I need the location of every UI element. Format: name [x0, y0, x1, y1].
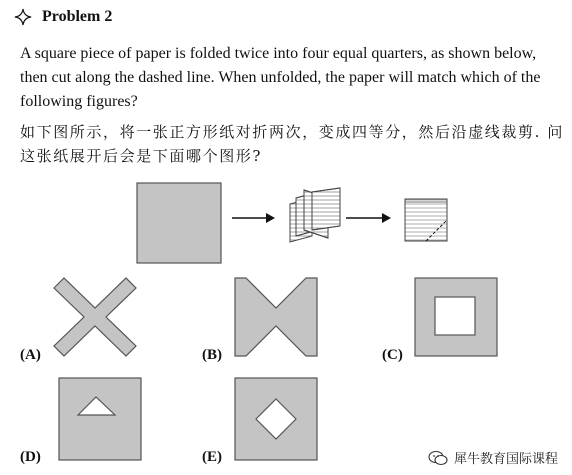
option-c-figure — [414, 277, 498, 357]
chat-bubble-icon — [428, 450, 448, 466]
problem-header — [14, 8, 112, 26]
watermark — [428, 448, 558, 467]
option-d-label: (D) — [20, 449, 41, 465]
watermark-text: 犀牛教育国际课程 — [453, 452, 558, 467]
folded-quarter-with-cut-line — [404, 198, 448, 242]
arrow-right-icon — [344, 208, 392, 228]
option-e-label: (E) — [202, 449, 222, 465]
option-a-label: (A) — [20, 347, 41, 363]
problem-title: Problem 2 — [42, 8, 113, 25]
arrow-right-icon — [230, 208, 276, 228]
unfolded-square — [136, 182, 222, 264]
folded-paper-figure — [282, 186, 348, 244]
question-chinese: 如下图所示，将一张正方形纸对折两次，变成四等分，然后沿虚线裁剪. 问这张纸展开后会是下面哪个图形? — [20, 123, 564, 165]
question-english: A square piece of paper is folded twice into four equal quarters, as shown below, then cut along the dashed line. When unfolded, the paper will match which of the following figures? — [20, 45, 541, 110]
option-b-figure — [234, 277, 318, 357]
sparkle-diamond-icon — [14, 8, 32, 26]
option-b-label: (B) — [202, 347, 222, 363]
option-e-figure — [234, 377, 318, 461]
option-d-figure — [58, 377, 142, 461]
option-a-figure — [53, 277, 137, 357]
option-c-label: (C) — [382, 347, 403, 363]
